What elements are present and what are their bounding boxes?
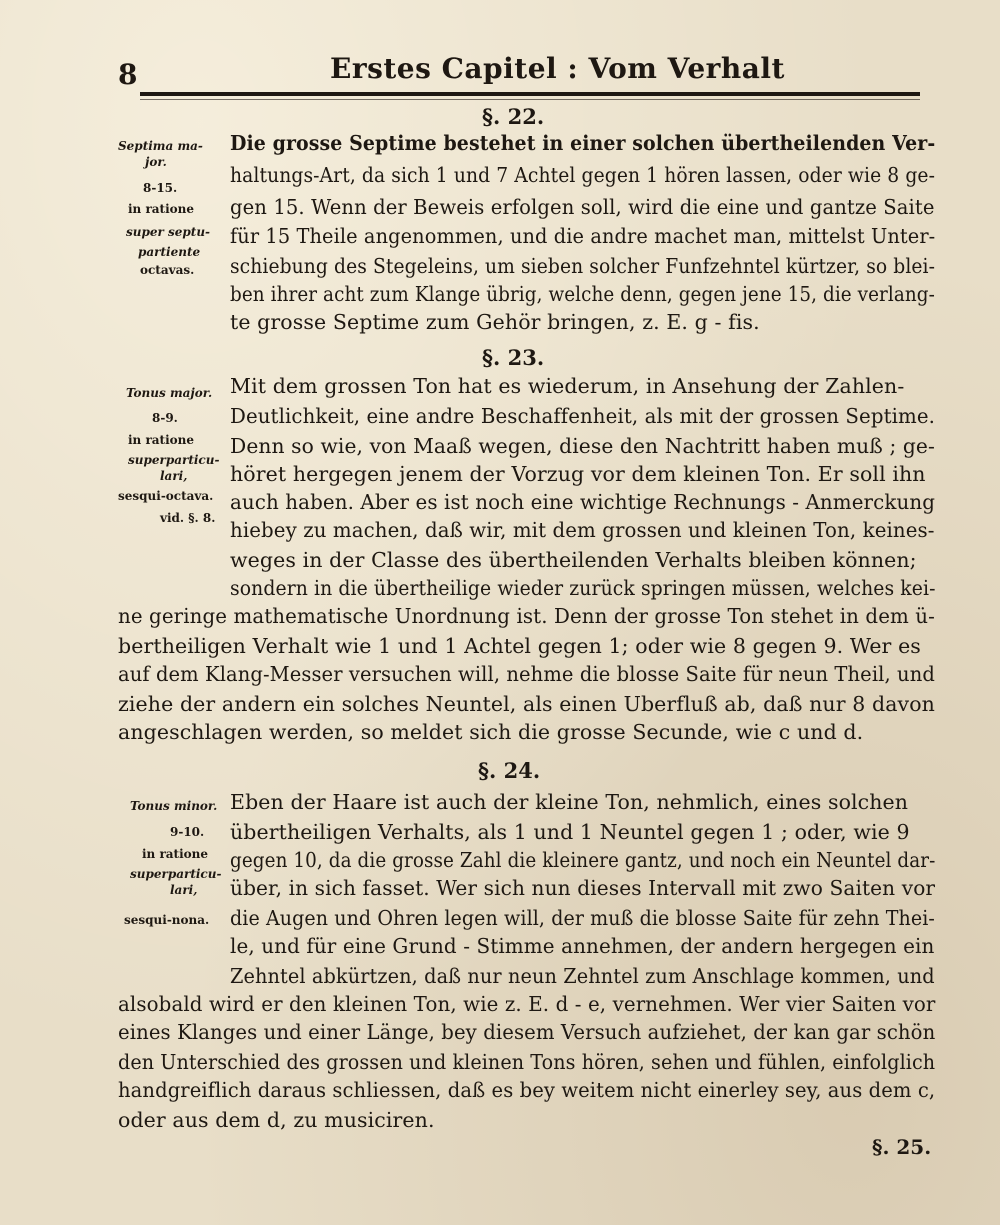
text-line: weges in der Classe des übertheilenden Verhalts bleiben können;: [230, 548, 917, 572]
margin-note-line: partiente: [138, 245, 201, 259]
text-line: sondern in die übertheilige wieder zurück springen müssen, welches kei-: [230, 576, 936, 600]
margin-note-line: lari,: [160, 469, 188, 483]
text-line: auch haben. Aber es ist noch eine wichtige Rechnungs - Anmerckung: [230, 490, 936, 514]
margin-note-line: Tonus minor.: [130, 799, 218, 813]
text-line: über, in sich fasset. Wer sich nun dieses Intervall mit zwo Saiten vor: [230, 876, 936, 900]
margin-note-line: octavas.: [140, 263, 195, 277]
running-head: Erstes Capitel : Vom Verhalt: [330, 52, 785, 85]
text-line: ziehe der andern ein solches Neuntel, als einen Uberfluß ab, daß nur 8 davon: [118, 692, 935, 716]
text-line: ne geringe mathematische Unordnung ist. Denn der grosse Ton stehet in dem ü-: [118, 604, 935, 628]
text-line: die Augen und Ohren legen will, der muß die blosse Saite für zehn Thei-: [230, 906, 935, 930]
margin-note-line: in ratione: [128, 433, 195, 447]
text-line: Zehntel abkürtzen, daß nur neun Zehntel zum Anschlage kommen, und: [230, 964, 935, 988]
text-line: übertheiligen Verhalts, als 1 und 1 Neuntel gegen 1 ; oder, wie 9: [230, 820, 910, 844]
text-line: te grosse Septime zum Gehör bringen, z. E. g - fis.: [230, 310, 760, 334]
text-line: oder aus dem d, zu musiciren.: [118, 1108, 435, 1132]
margin-note-line: superparticu-: [130, 867, 222, 881]
text-line: höret hergegen jenem der Vorzug vor dem kleinen Ton. Er soll ihn: [230, 462, 926, 486]
page-number: 8: [118, 58, 138, 91]
margin-note-line: Septima ma-: [118, 139, 203, 153]
header-rule-thin: [140, 99, 920, 100]
text-line: angeschlagen werden, so meldet sich die grosse Secunde, wie c und d.: [118, 720, 864, 744]
text-line: hiebey zu machen, daß wir, mit dem grossen und kleinen Ton, keines-: [230, 518, 935, 542]
text-line: schiebung des Stegeleins, um sieben solcher Funfzehntel kürtzer, so blei-: [230, 254, 936, 278]
text-line: gen 15. Wenn der Beweis erfolgen soll, wird die eine und gantze Saite: [230, 195, 935, 219]
margin-note-line: sesqui-octava.: [118, 489, 214, 503]
catchword: §. 25.: [872, 1135, 932, 1159]
text-line: bertheiligen Verhalt wie 1 und 1 Achtel gegen 1; oder wie 8 gegen 9. Wer es: [118, 634, 921, 658]
text-line: Eben der Haare ist auch der kleine Ton, nehmlich, eines solchen: [230, 790, 909, 814]
margin-note-line: super septu-: [126, 225, 211, 239]
header-rule: [140, 92, 920, 96]
margin-note-line: vid. §. 8.: [160, 511, 216, 525]
margin-note-line: Tonus major.: [126, 386, 213, 400]
text-line: den Unterschied des grossen und kleinen Tons hören, sehen und fühlen, einfolglich: [118, 1050, 936, 1074]
text-line: Mit dem grossen Ton hat es wiederum, in Ansehung der Zahlen-: [230, 374, 905, 398]
text-line: für 15 Theile angenommen, und die andre machet man, mittelst Unter-: [230, 224, 936, 248]
margin-note-line: lari,: [170, 883, 198, 897]
margin-note-line: jor.: [145, 155, 167, 169]
margin-note-line: in ratione: [142, 847, 209, 861]
margin-note-line: sesqui-nona.: [124, 913, 210, 927]
margin-note-line: in ratione: [128, 202, 195, 216]
text-line: eines Klanges und einer Länge, bey diesem Versuch aufziehet, der kan gar schön: [118, 1020, 936, 1044]
text-line: auf dem Klang-Messer versuchen will, nehme die blosse Saite für neun Theil, und: [118, 662, 935, 686]
margin-note-line: superparticu-: [128, 453, 220, 467]
text-line: handgreiflich daraus schliessen, daß es bey weitem nicht einerley sey, aus dem c,: [118, 1078, 936, 1102]
section-heading-24: §. 24.: [478, 758, 541, 783]
margin-note-line: 8-15.: [143, 181, 178, 195]
margin-note-line: 8-9.: [152, 411, 178, 425]
section-heading-23: §. 23.: [482, 345, 545, 370]
text-line: le, und für eine Grund - Stimme annehmen, der andern hergegen ein: [230, 934, 935, 958]
text-line: Die grosse Septime bestehet in einer solchen übertheilenden Ver-: [230, 131, 936, 155]
text-line: Deutlichkeit, eine andre Beschaffenheit, als mit der grossen Septime.: [230, 404, 936, 428]
text-line: ben ihrer acht zum Klange übrig, welche denn, gegen jene 15, die verlang-: [230, 282, 935, 306]
text-line: gegen 10, da die grosse Zahl die kleinere gantz, und noch ein Neuntel dar-: [230, 848, 936, 872]
section-heading-22: §. 22.: [482, 104, 545, 129]
text-line: alsobald wird er den kleinen Ton, wie z. E. d - e, vernehmen. Wer vier Saiten vor: [118, 992, 936, 1016]
text-line: haltungs-Art, da sich 1 und 7 Achtel gegen 1 hören lassen, oder wie 8 ge-: [230, 163, 936, 187]
margin-note-line: 9-10.: [170, 825, 205, 839]
text-line: Denn so wie, von Maaß wegen, diese den Nachtritt haben muß ; ge-: [230, 434, 935, 458]
